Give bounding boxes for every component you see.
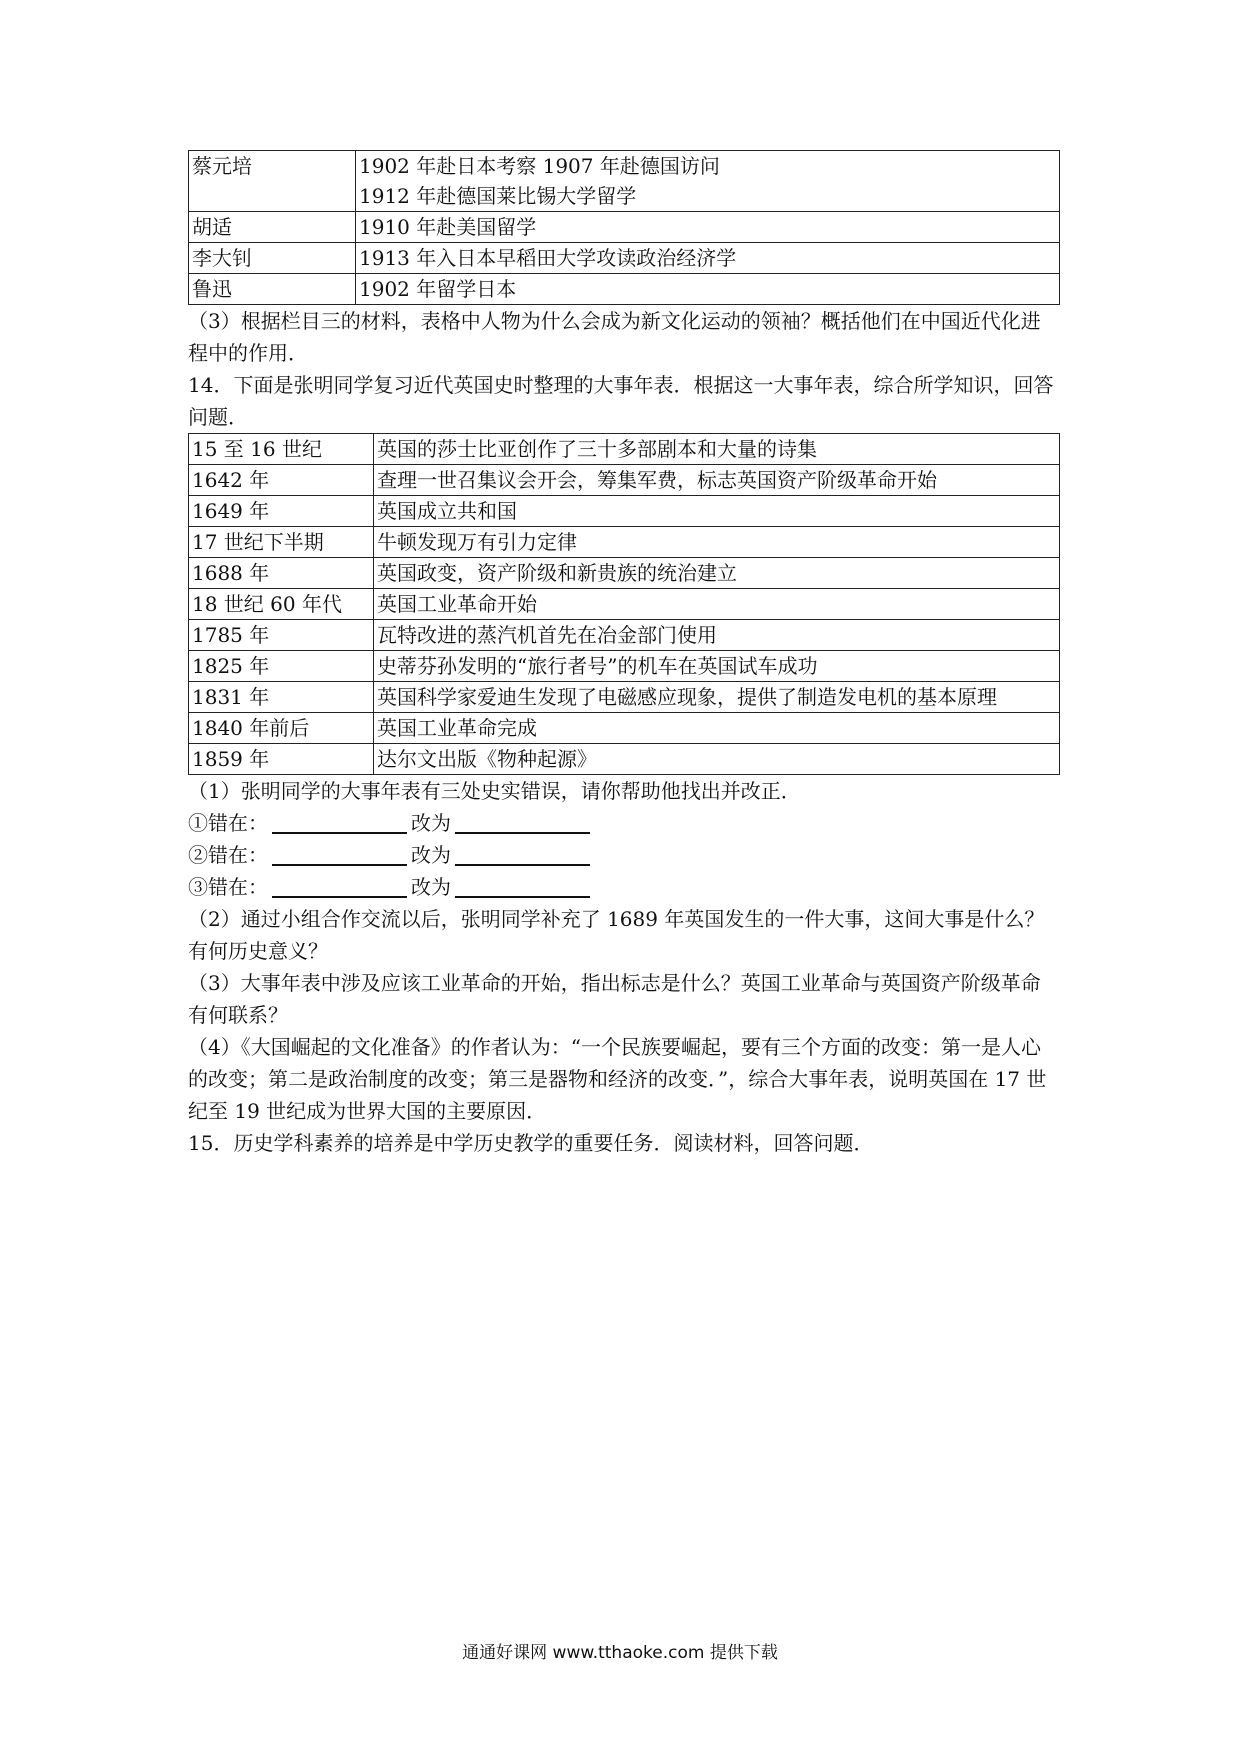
blank-mid-label: 改为	[411, 875, 451, 899]
event-time: 15 至 16 世纪	[189, 434, 374, 465]
answer-blank[interactable]	[272, 876, 407, 898]
event-time: 1840 年前后	[189, 713, 374, 744]
question-14-3: （3）大事年表中涉及应该工业革命的开始，指出标志是什么？英国工业革命与英国资产阶级革命有何联系？	[188, 971, 1041, 1027]
person-experience	[356, 151, 1060, 212]
event-text: 查理一世召集议会开会，筹集军费，标志英国资产阶级革命开始	[374, 465, 1060, 496]
answer-blank[interactable]	[455, 844, 590, 866]
question-14-intro: 14．下面是张明同学复习近代英国史时整理的大事年表．根据这一大事年表，综合所学知识，回答问题．	[188, 373, 1054, 429]
blank-label: ①错在：	[188, 811, 268, 835]
blank-label: ②错在：	[188, 843, 268, 867]
table-row	[189, 744, 1060, 775]
table-row	[189, 212, 1060, 243]
timeline-table	[188, 433, 1060, 775]
answer-blank[interactable]	[272, 812, 407, 834]
blank-label: ③错在：	[188, 875, 268, 899]
event-text: 英国工业革命完成	[374, 713, 1060, 744]
event-text: 英国工业革命开始	[374, 589, 1060, 620]
question-15: 15．历史学科素养的培养是中学历史教学的重要任务．阅读材料，回答问题．	[188, 1131, 874, 1155]
question-13-3: （3）根据栏目三的材料，表格中人物为什么会成为新文化运动的领袖？概括他们在中国近代化进程中的作用．	[188, 309, 1041, 365]
event-text: 英国科学家爱迪生发现了电磁感应现象，提供了制造发电机的基本原理	[374, 682, 1060, 713]
table-row	[189, 713, 1060, 744]
event-text: 瓦特改进的蒸汽机首先在冶金部门使用	[374, 620, 1060, 651]
question-14-4: （4）《大国崛起的文化准备》的作者认为：“一个民族要崛起，要有三个方面的改变：第一是人心的改变；第二是政治制度的改变；第三是器物和经济的改变．”，综合大事年表，说明英国在 17 世纪至 19 世纪成为世界大国的主要原因．	[188, 1035, 1047, 1123]
event-time: 1642 年	[189, 465, 374, 496]
table-row	[189, 243, 1060, 274]
answer-blank-row	[188, 839, 1060, 871]
blank-mid-label: 改为	[411, 811, 451, 835]
table-row	[189, 434, 1060, 465]
event-text: 英国的莎士比亚创作了三十多部剧本和大量的诗集	[374, 434, 1060, 465]
table-row	[189, 496, 1060, 527]
answer-blank-row	[188, 871, 1060, 903]
question-14-1: （1）张明同学的大事年表有三处史实错误，请你帮助他找出并改正．	[188, 779, 801, 803]
document-page	[188, 150, 1060, 1159]
answer-blank[interactable]	[272, 844, 407, 866]
person-name: 蔡元培	[189, 151, 356, 212]
event-text: 英国成立共和国	[374, 496, 1060, 527]
table-row	[189, 682, 1060, 713]
event-text: 史蒂芬孙发明的“旅行者号”的机车在英国试车成功	[374, 651, 1060, 682]
question-14-2: （2）通过小组合作交流以后，张明同学补充了 1689 年英国发生的一件大事，这间大事是什么？有何历史意义？	[188, 907, 1045, 963]
experience-line: 1902 年赴日本考察 1907 年赴德国访问	[359, 154, 720, 178]
table-row	[189, 151, 1060, 212]
person-name: 鲁迅	[189, 274, 356, 305]
person-experience: 1910 年赴美国留学	[356, 212, 1060, 243]
event-time: 17 世纪下半期	[189, 527, 374, 558]
event-time: 1825 年	[189, 651, 374, 682]
person-name: 胡适	[189, 212, 356, 243]
person-name: 李大钊	[189, 243, 356, 274]
table-row	[189, 651, 1060, 682]
event-text: 达尔文出版《物种起源》	[374, 744, 1060, 775]
table-row	[189, 558, 1060, 589]
event-text: 英国政变，资产阶级和新贵族的统治建立	[374, 558, 1060, 589]
answer-blank[interactable]	[455, 876, 590, 898]
event-time: 18 世纪 60 年代	[189, 589, 374, 620]
page-footer: 通通好课网 www.tthaoke.com 提供下载	[462, 1643, 778, 1663]
person-experience: 1902 年留学日本	[356, 274, 1060, 305]
event-text: 牛顿发现万有引力定律	[374, 527, 1060, 558]
table-row	[189, 620, 1060, 651]
answer-blank[interactable]	[455, 812, 590, 834]
leaders-table	[188, 150, 1060, 305]
event-time: 1831 年	[189, 682, 374, 713]
person-experience: 1913 年入日本早稻田大学攻读政治经济学	[356, 243, 1060, 274]
table-row	[189, 274, 1060, 305]
event-time: 1785 年	[189, 620, 374, 651]
blank-mid-label: 改为	[411, 843, 451, 867]
event-time: 1688 年	[189, 558, 374, 589]
event-time: 1859 年	[189, 744, 374, 775]
table-row	[189, 465, 1060, 496]
answer-blank-row	[188, 807, 1060, 839]
experience-line: 1912 年赴德国莱比锡大学留学	[359, 184, 637, 208]
event-time: 1649 年	[189, 496, 374, 527]
table-row	[189, 527, 1060, 558]
table-row	[189, 589, 1060, 620]
